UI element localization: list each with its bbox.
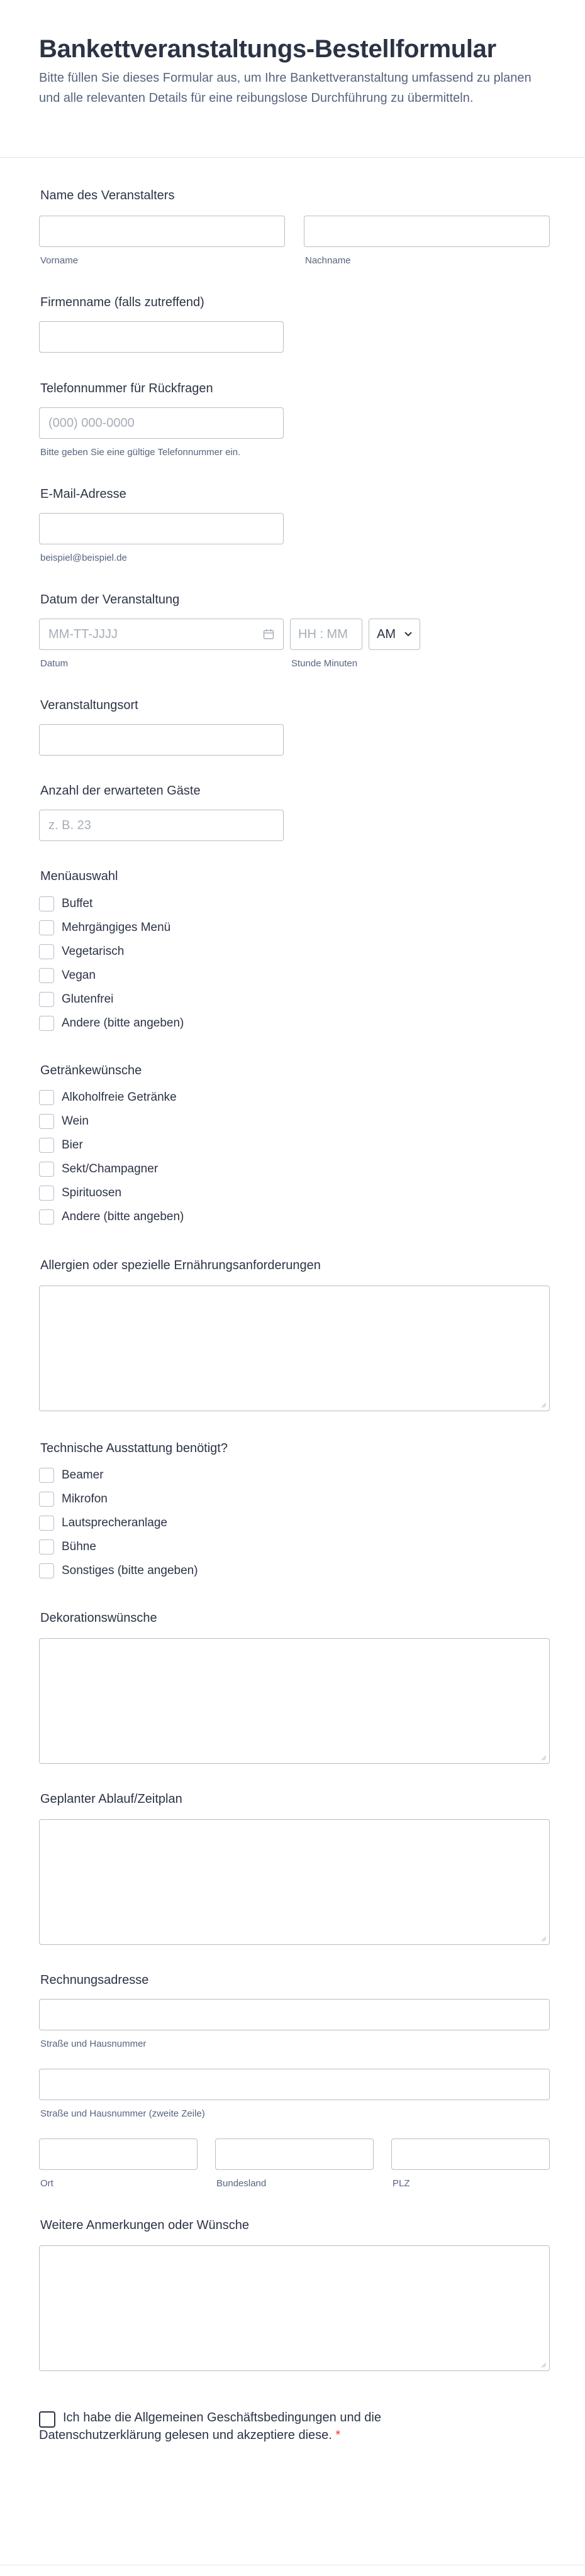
- calendar-icon[interactable]: [263, 629, 274, 640]
- guests-input[interactable]: [39, 810, 284, 841]
- email-input[interactable]: [39, 513, 284, 544]
- menu-option-vegan[interactable]: [39, 967, 96, 984]
- chevron-down-icon: [404, 631, 412, 637]
- resize-grip-icon[interactable]: [540, 1935, 547, 1942]
- form-description: Bitte füllen Sie dieses Formular aus, um Ihre Bankettveranstaltung umfassend zu planen und alle relevanten Details für eine reibungslose Durchführung zu übermitteln.: [39, 71, 532, 105]
- remarks-label: Weitere Anmerkungen oder Wünsche: [40, 2218, 250, 2232]
- zip-sublabel: PLZ: [393, 2178, 410, 2189]
- guests-label: Anzahl der erwarteten Gäste: [40, 784, 201, 798]
- state-input[interactable]: [215, 2138, 374, 2170]
- checkbox[interactable]: [39, 1186, 54, 1201]
- allergies-textarea[interactable]: [39, 1285, 550, 1411]
- venue-label: Veranstaltungsort: [40, 698, 138, 712]
- time-placeholder: HH : MM: [298, 627, 348, 641]
- option-label: Sonstiges (bitte angeben): [62, 1564, 198, 1577]
- allergies-label: Allergien oder spezielle Ernährungsanforderungen: [40, 1258, 321, 1272]
- street-sublabel: Straße und Hausnummer: [40, 2039, 147, 2049]
- zip-input[interactable]: [391, 2138, 550, 2170]
- city-sublabel: Ort: [40, 2178, 53, 2189]
- organizer-name-label: Name des Veranstalters: [40, 189, 175, 202]
- option-label: Lautsprecheranlage: [62, 1516, 167, 1529]
- remarks-textarea[interactable]: [39, 2245, 550, 2371]
- tech-option-stage[interactable]: [39, 1539, 96, 1555]
- ampm-value: AM: [377, 627, 396, 641]
- tech-label: Technische Ausstattung benötigt?: [40, 1441, 228, 1455]
- checkbox[interactable]: [39, 992, 54, 1007]
- first-name-sublabel: Vorname: [40, 255, 79, 266]
- checkbox[interactable]: [39, 1162, 54, 1177]
- company-input[interactable]: [39, 321, 284, 353]
- checkbox[interactable]: [39, 944, 54, 959]
- phone-hint: Bitte geben Sie eine gültige Telefonnummer ein.: [40, 447, 241, 458]
- date-placeholder: MM-TT-JJJJ: [48, 627, 118, 641]
- menu-option-multi-course[interactable]: [39, 920, 170, 936]
- phone-placeholder: (000) 000-0000: [48, 416, 135, 430]
- guests-placeholder: z. B. 23: [48, 818, 91, 832]
- date-sublabel: Datum: [40, 658, 69, 669]
- drinks-option-soft[interactable]: [39, 1089, 177, 1106]
- option-label: Vegan: [62, 969, 96, 982]
- decoration-textarea[interactable]: [39, 1638, 550, 1764]
- phone-input[interactable]: [39, 407, 284, 439]
- option-label: Glutenfrei: [62, 993, 114, 1006]
- tech-option-beamer[interactable]: [39, 1467, 104, 1483]
- checkbox[interactable]: [39, 1468, 54, 1483]
- option-label: Spirituosen: [62, 1186, 122, 1199]
- drinks-label: Getränkewünsche: [40, 1064, 142, 1077]
- state-sublabel: Bundesland: [216, 2178, 267, 2189]
- required-mark: *: [335, 2428, 341, 2442]
- checkbox[interactable]: [39, 1016, 54, 1031]
- drinks-option-spirits[interactable]: [39, 1185, 121, 1201]
- city-input[interactable]: [39, 2138, 198, 2170]
- option-label: Beamer: [62, 1468, 104, 1482]
- form-header: [39, 31, 542, 108]
- option-label: Buffet: [62, 897, 93, 910]
- street-input[interactable]: [39, 1999, 550, 2030]
- option-label: Bühne: [62, 1540, 96, 1553]
- checkbox[interactable]: [39, 920, 54, 935]
- terms-text: [39, 2409, 479, 2444]
- drinks-option-wine[interactable]: [39, 1113, 89, 1130]
- first-name-input[interactable]: [39, 216, 285, 247]
- terms-label: Ich habe die Allgemeinen Geschäftsbedingungen und die Datenschutzerklärung gelesen und akzeptiere diese.: [39, 2411, 381, 2442]
- option-label: Vegetarisch: [62, 945, 125, 958]
- last-name-input[interactable]: [304, 216, 550, 247]
- option-label: Wein: [62, 1115, 89, 1128]
- tech-option-other[interactable]: [39, 1563, 198, 1579]
- event-date-label: Datum der Veranstaltung: [40, 593, 180, 607]
- checkbox[interactable]: [39, 1492, 54, 1507]
- venue-input[interactable]: [39, 724, 284, 756]
- menu-option-vegetarian[interactable]: [39, 944, 124, 960]
- menu-option-other[interactable]: [39, 1015, 184, 1032]
- decoration-label: Dekorationswünsche: [40, 1611, 157, 1625]
- checkbox[interactable]: [39, 896, 54, 911]
- option-label: Sekt/Champagner: [62, 1162, 159, 1175]
- date-input[interactable]: [39, 619, 284, 650]
- drinks-option-beer[interactable]: [39, 1137, 83, 1153]
- schedule-label: Geplanter Ablauf/Zeitplan: [40, 1792, 182, 1806]
- option-label: Andere (bitte angeben): [62, 1210, 184, 1223]
- checkbox[interactable]: [39, 1114, 54, 1129]
- checkbox[interactable]: [39, 1563, 54, 1578]
- option-label: Andere (bitte angeben): [62, 1016, 184, 1030]
- menu-label: Menüauswahl: [40, 869, 118, 883]
- tech-option-microphone[interactable]: [39, 1491, 108, 1507]
- email-hint: beispiel@beispiel.de: [40, 553, 127, 563]
- checkbox[interactable]: [39, 1138, 54, 1153]
- street2-input[interactable]: [39, 2069, 550, 2100]
- checkbox[interactable]: [39, 1090, 54, 1105]
- email-label: E-Mail-Adresse: [40, 487, 126, 501]
- option-label: Mikrofon: [62, 1492, 108, 1505]
- resize-grip-icon[interactable]: [540, 2362, 547, 2368]
- last-name-sublabel: Nachname: [305, 255, 351, 266]
- time-sublabel: Stunde Minuten: [291, 658, 358, 669]
- tech-option-speakers[interactable]: [39, 1515, 167, 1531]
- option-label: Alkoholfreie Getränke: [62, 1091, 177, 1104]
- resize-grip-icon[interactable]: [540, 1754, 547, 1761]
- billing-label: Rechnungsadresse: [40, 1973, 149, 1987]
- schedule-textarea[interactable]: [39, 1819, 550, 1945]
- company-label: Firmenname (falls zutreffend): [40, 295, 204, 309]
- drinks-option-sparkling[interactable]: [39, 1161, 158, 1177]
- header-divider: [0, 157, 585, 158]
- checkbox[interactable]: [39, 1539, 54, 1555]
- form-title: Bankettveranstaltungs-Bestellformular: [39, 35, 496, 63]
- menu-option-gluten-free[interactable]: [39, 991, 113, 1008]
- street2-sublabel: Straße und Hausnummer (zweite Zeile): [40, 2108, 205, 2119]
- ampm-select[interactable]: [369, 619, 420, 650]
- checkbox[interactable]: [39, 968, 54, 983]
- time-input[interactable]: [290, 619, 362, 650]
- option-label: Mehrgängiges Menü: [62, 921, 171, 934]
- phone-label: Telefonnummer für Rückfragen: [40, 382, 213, 395]
- drinks-option-other[interactable]: [39, 1209, 184, 1225]
- checkbox[interactable]: [39, 1209, 54, 1225]
- option-label: Bier: [62, 1138, 83, 1152]
- menu-option-buffet[interactable]: [39, 896, 92, 912]
- checkbox[interactable]: [39, 1516, 54, 1531]
- resize-grip-icon[interactable]: [540, 1402, 547, 1408]
